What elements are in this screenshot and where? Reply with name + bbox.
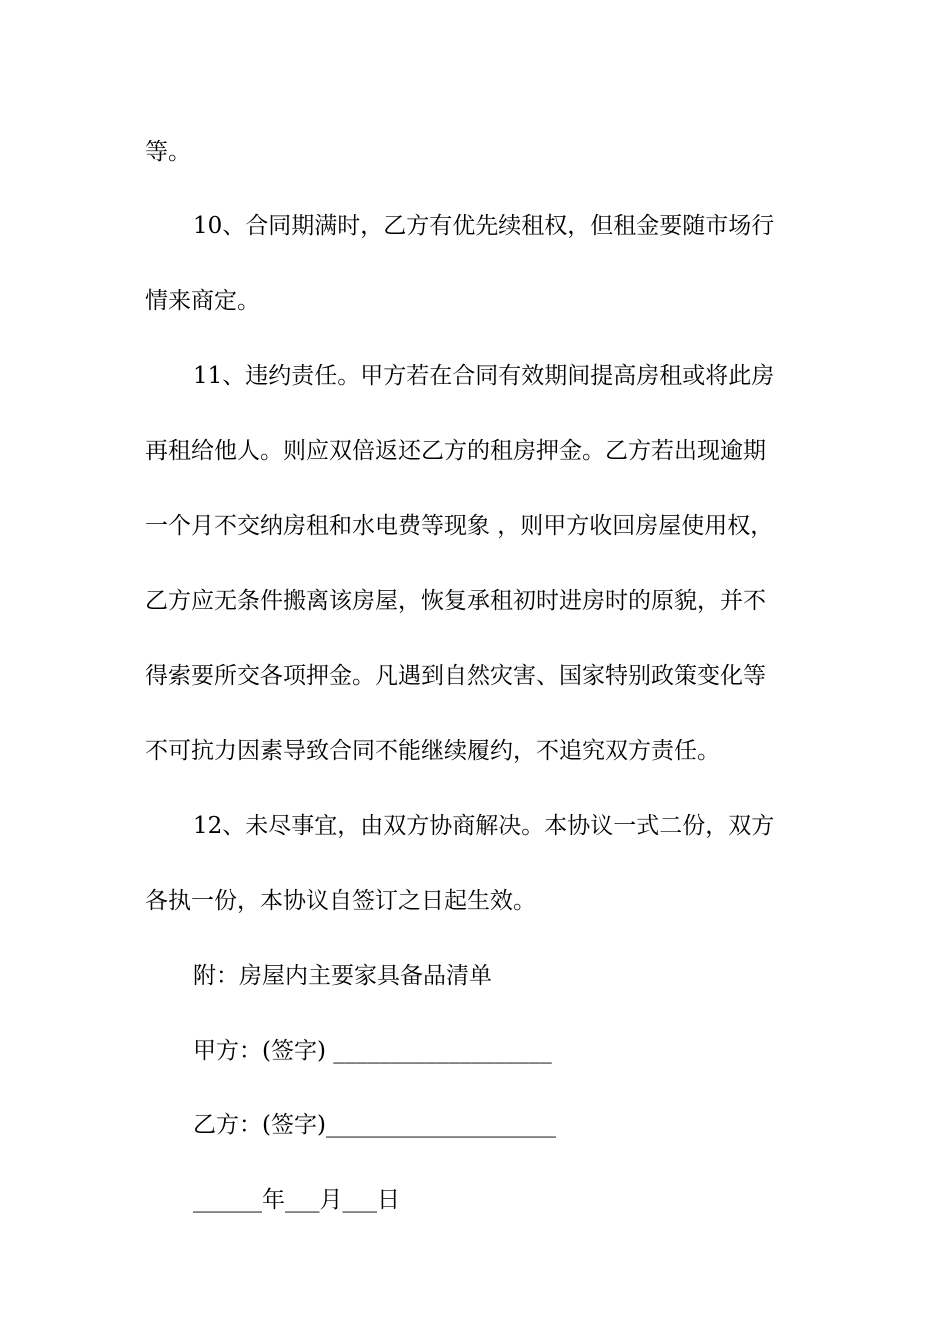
- date-line: ______年___月___日: [193, 1187, 400, 1213]
- clause-11-line-1: 11、违约责任。甲方若在合同有效期间提高房租或将此房: [193, 363, 775, 389]
- party-b-signature-line: 乙方：(签字)____________________: [193, 1112, 556, 1138]
- clause-11-line-5: 得索要所交各项押金。凡遇到自然灾害、国家特别政策变化等: [145, 663, 766, 689]
- text-line-1: 等。: [145, 139, 191, 165]
- appendix-line: 附：房屋内主要家具备品清单: [193, 963, 492, 989]
- clause-12-line-1: 12、未尽事宜，由双方协商解决。本协议一式二份，双方: [193, 813, 775, 839]
- party-a-signature-line: 甲方：(签字) ___________________: [193, 1038, 552, 1064]
- clause-11-line-3: 一个月不交纳房租和水电费等现象 ，则甲方收回房屋使用权，: [145, 513, 774, 539]
- clause-11-line-4: 乙方应无条件搬离该房屋，恢复承租初时进房时的原貌，并不: [145, 588, 766, 614]
- clause-10-line-1: 10、合同期满时，乙方有优先续租权，但租金要随市场行: [193, 213, 775, 239]
- clause-11-line-6: 不可抗力因素导致合同不能继续履约，不追究双方责任。: [145, 738, 720, 764]
- clause-10-line-2: 情来商定。: [145, 288, 260, 314]
- clause-11-line-2: 再租给他人。则应双倍返还乙方的租房押金。乙方若出现逾期: [145, 438, 766, 464]
- clause-12-line-2: 各执一份，本协议自签订之日起生效。: [145, 888, 536, 914]
